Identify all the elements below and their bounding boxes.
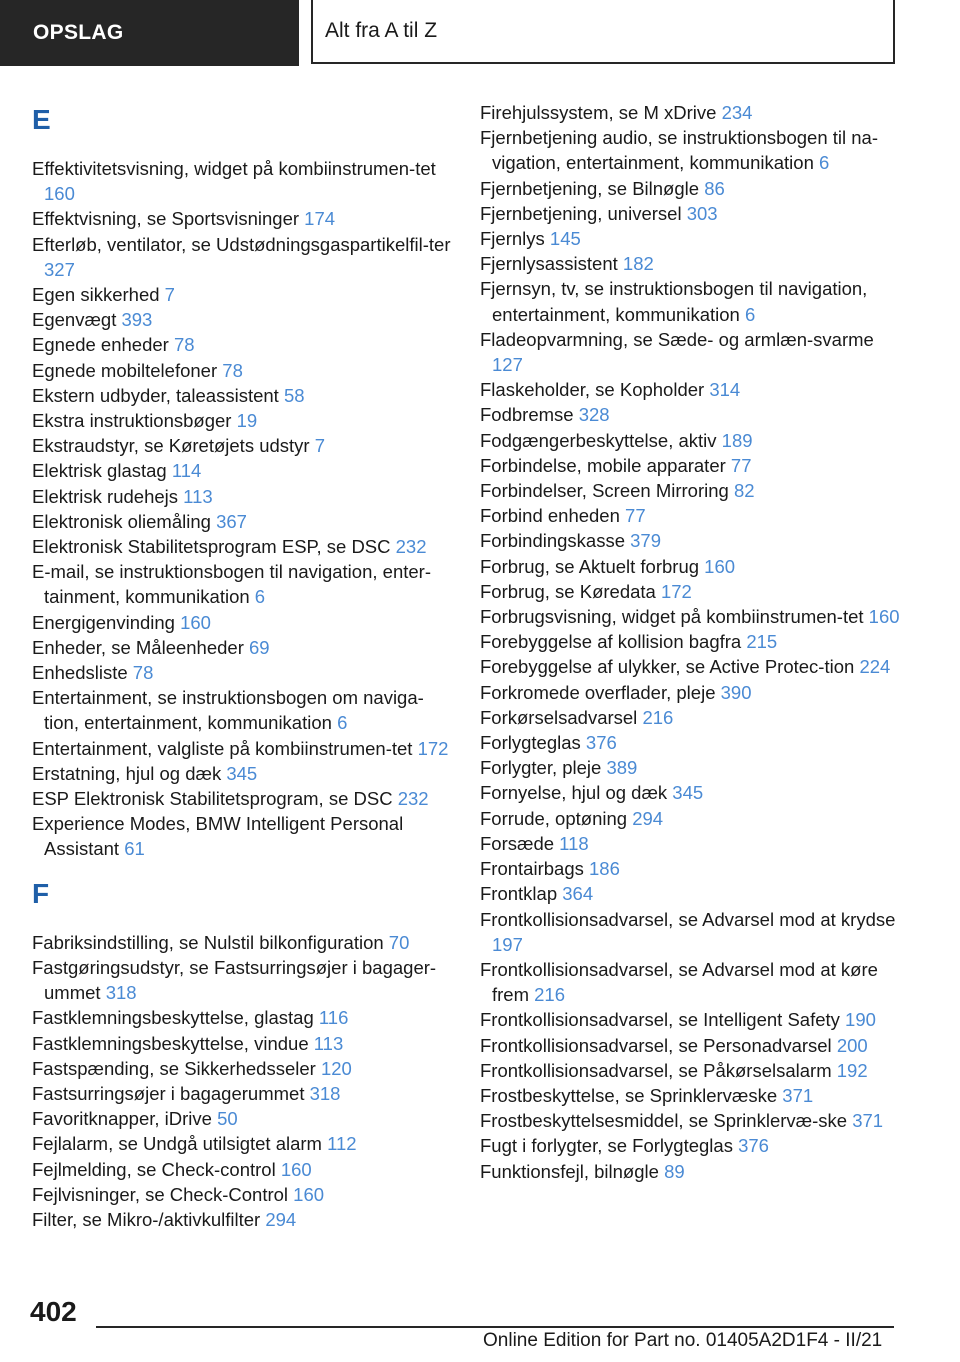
index-entry [480, 1033, 900, 1058]
index-entry-page-link[interactable]: 113 [313, 1032, 344, 1054]
index-entry-term: Frostbeskyttelse, se Sprinklervæske [480, 1084, 783, 1106]
index-entry [32, 458, 452, 483]
index-entry-term: Forbindelser, Screen Mirroring [480, 480, 734, 502]
index-entry-page-link[interactable]: 89 [664, 1160, 685, 1182]
index-entry [32, 332, 452, 357]
footer-divider [96, 1326, 894, 1328]
index-entry-page-link[interactable]: 77 [730, 454, 752, 476]
index-entry-term: Fastspænding, se Sikkerhedsseler [32, 1057, 321, 1079]
index-entry-page-link[interactable]: 314 [709, 379, 741, 401]
index-entry-page-link[interactable]: 345 [226, 762, 258, 784]
index-entry [32, 433, 452, 458]
index-entry-term: Forlygteglas [480, 732, 586, 754]
index-entry-term: Elektronisk oliemåling [32, 510, 217, 532]
index-entry-page-link[interactable]: 120 [320, 1057, 352, 1079]
index-entry-page-link[interactable]: 70 [388, 931, 410, 953]
index-entry-term: Forlygter, pleje [480, 757, 607, 779]
index-entry-page-link[interactable]: 371 [782, 1084, 814, 1106]
index-entry-term: Fornyelse, hjul og dæk [480, 782, 673, 804]
index-entry-term: Fjernbetjening, universel [480, 202, 687, 224]
index-entry [32, 383, 452, 408]
index-entry-term: Egnede enheder [32, 334, 174, 356]
index-column-left [32, 100, 452, 1232]
index-entry-term: Fodgængerbeskyttelse, aktiv [480, 429, 722, 451]
index-entry-page-link[interactable]: 376 [585, 732, 617, 754]
index-entry-page-link[interactable]: 160 [704, 555, 736, 577]
index-entry-page-link[interactable]: 371 [852, 1110, 884, 1132]
index-entry-page-link[interactable]: 327 [44, 258, 75, 280]
index-entry-page-link[interactable]: 160 [180, 611, 211, 633]
index-entry-page-link[interactable]: 189 [721, 429, 753, 451]
index-entry-page-link[interactable]: 6 [744, 303, 756, 325]
index-entry [32, 635, 452, 660]
index-entry [32, 685, 452, 735]
index-entry [32, 307, 452, 332]
index-entry-page-link[interactable]: 112 [327, 1133, 357, 1155]
index-entry-page-link[interactable]: 318 [105, 982, 137, 1004]
index-entry-page-link[interactable]: 86 [704, 177, 725, 199]
index-entry [480, 856, 900, 881]
index-entry-page-link[interactable]: 160 [868, 606, 900, 628]
index-entry [480, 1083, 900, 1108]
index-entry-page-link[interactable]: 160 [44, 183, 75, 205]
index-entry-term: Fladeopvarmning, se Sæde- og armlæn-svarme [480, 328, 874, 350]
index-entry [32, 509, 452, 534]
index-entry [32, 408, 452, 433]
chapter-title: Alt fra A til Z [311, 0, 895, 64]
index-entry [480, 1007, 900, 1032]
index-entry [32, 811, 452, 861]
index-entry [480, 1159, 900, 1184]
index-entry-term: Forbrugsvisning, widget på kombiinstrumen-tet [480, 606, 869, 628]
index-entry-term: Fodbremse [480, 404, 579, 426]
index-entry [480, 503, 900, 528]
index-entry-page-link[interactable]: 224 [859, 656, 891, 678]
index-entry-page-link[interactable]: 82 [733, 480, 755, 502]
index-entry [32, 1207, 452, 1232]
index-entry-page-link[interactable]: 7 [314, 435, 326, 457]
index-entry [32, 610, 452, 635]
index-entry [480, 176, 900, 201]
index-entry-page-link[interactable]: 78 [132, 662, 154, 684]
index-entry-term: Forebyggelse af kollision bagfra [480, 631, 747, 653]
index-entry [32, 282, 452, 307]
index-entry [480, 201, 900, 226]
index-entry-page-link[interactable]: 234 [721, 102, 753, 123]
index-entry-page-link[interactable]: 216 [642, 706, 674, 728]
index-entry-term: Forsæde [480, 832, 560, 854]
index-entry [32, 358, 452, 383]
index-entry-term: Fejlalarm, se Undgå utilsigtet alarm [32, 1133, 328, 1155]
index-entry-term: Egenvægt [32, 309, 122, 331]
index-entry-term: Experience Modes, BMW Intelligent Personal Assistant [32, 813, 404, 860]
index-entry-term: Energigenvinding [32, 611, 181, 633]
index-entry-term: Frontkollisionsadvarsel, se Intelligent Safety [480, 1009, 846, 1031]
index-entry [32, 156, 452, 206]
index-entry-term: Forbrug, se Køredata [480, 580, 661, 602]
index-entry-term: Forbind enheden [480, 505, 626, 527]
index-entry-term: Enheder, se Måleenheder [32, 636, 250, 658]
index-entry-page-link[interactable]: 390 [720, 681, 752, 703]
index-entry [480, 1058, 900, 1083]
index-entry-term: E-mail, se instruktionsbogen til navigation, enter-tainment, kommunikation [32, 561, 431, 608]
index-entry-term: Elektronisk Stabilitetsprogram ESP, se DSC [32, 536, 396, 558]
index-entry-term: Frontkollisionsadvarsel, se Personadvarsel [480, 1034, 837, 1056]
index-entry [480, 806, 900, 831]
index-entry-page-link[interactable]: 379 [630, 530, 662, 552]
index-entry-term: Ekstra instruktionsbøger [32, 410, 237, 432]
index-entry-page-link[interactable]: 376 [738, 1135, 769, 1157]
index-entry-page-link[interactable]: 389 [606, 757, 638, 779]
index-entry [32, 534, 452, 559]
index-entry-term: Frontkollisionsadvarsel, se Advarsel mod at krydse [480, 908, 896, 930]
index-entry-term: Forrude, optøning [480, 807, 633, 829]
index-entry-term: Ekstern udbyder, taleassistent [32, 384, 284, 406]
index-entry-page-link[interactable]: 160 [293, 1183, 325, 1205]
index-entry-term: Elektrisk glastag [32, 460, 172, 482]
index-entry [32, 1106, 452, 1131]
index-entry [480, 276, 900, 326]
index-entry [480, 1133, 900, 1158]
index-entry-term: Erstatning, hjul og dæk [32, 762, 227, 784]
index-entry-page-link[interactable]: 364 [562, 883, 594, 905]
index-entry [480, 125, 900, 175]
index-entry-term: Effektivitetsvisning, widget på kombiinstrumen-tet [32, 158, 436, 179]
index-entry-page-link[interactable]: 182 [622, 253, 654, 275]
index-entry-page-link[interactable]: 50 [217, 1108, 238, 1130]
index-entry-page-link[interactable]: 186 [589, 858, 620, 880]
index-entry-term: Firehjulssystem, se M xDrive [480, 102, 722, 123]
index-entry-page-link[interactable]: 294 [632, 807, 664, 829]
index-entry [480, 730, 900, 755]
index-entry-term: ESP Elektronisk Stabilitetsprogram, se DSC [32, 788, 398, 810]
index-entry-page-link[interactable]: 114 [171, 460, 202, 482]
index-entry [480, 554, 900, 579]
index-entry-term: Efterløb, ventilator, se Udstødningsgaspartikelfil-ter [32, 233, 451, 255]
index-letter-heading: F [32, 877, 50, 909]
index-entry-page-link[interactable]: 145 [549, 228, 581, 250]
index-entry-page-link[interactable]: 318 [309, 1082, 341, 1104]
index-entry-page-link[interactable]: 58 [283, 384, 305, 406]
index-entry-term: Frontairbags [480, 858, 589, 880]
index-entry-term: Fejlvisninger, se Check-Control [32, 1183, 294, 1205]
index-entry-page-link[interactable]: 216 [534, 984, 566, 1006]
index-entry-page-link[interactable]: 118 [559, 832, 589, 854]
index-entry-page-link[interactable]: 6 [337, 712, 348, 734]
index-entry-page-link[interactable]: 69 [249, 636, 270, 658]
index-entry-term: Fjernlys [480, 228, 550, 250]
index-entry-page-link[interactable]: 232 [395, 536, 427, 558]
index-entry [480, 1108, 900, 1133]
index-entry-term: Frontkollisionsadvarsel, se Påkørselsalarm [480, 1059, 837, 1081]
index-entry-term: Fastklemningsbeskyttelse, glastag [32, 1007, 319, 1029]
index-entry [32, 1056, 452, 1081]
index-entry-term: Fastklemningsbeskyttelse, vindue [32, 1032, 314, 1054]
index-entry-page-link[interactable]: 19 [236, 410, 258, 432]
index-entry-page-link[interactable]: 7 [164, 284, 175, 306]
index-entry-term: Egnede mobiltelefoner [32, 359, 223, 381]
index-entry-page-link[interactable]: 77 [625, 505, 646, 527]
index-entry [32, 736, 452, 761]
index-entry [32, 660, 452, 685]
index-entry [32, 232, 452, 282]
index-entry-term: Filter, se Mikro-/aktivkulfilter [32, 1208, 266, 1230]
index-entry [32, 1182, 452, 1207]
index-entry [32, 1031, 452, 1056]
index-entry [480, 579, 900, 604]
index-entry-page-link[interactable]: 200 [836, 1034, 868, 1056]
index-entry [480, 780, 900, 805]
section-tab: OPSLAG [0, 0, 299, 66]
index-entry [480, 654, 900, 679]
index-entry [480, 402, 900, 427]
index-entry [480, 907, 900, 957]
index-entry [480, 226, 900, 251]
index-entry [480, 327, 900, 377]
index-entry-page-link[interactable]: 345 [672, 782, 704, 804]
index-entry-page-link[interactable]: 367 [216, 510, 247, 532]
index-entry-term: Funktionsfejl, bilnøgle [480, 1160, 665, 1182]
index-entry-term: Fabriksindstilling, se Nulstil bilkonfiguration [32, 931, 389, 953]
page-header [0, 0, 960, 66]
index-entry-page-link[interactable]: 197 [492, 933, 523, 955]
index-entry [480, 528, 900, 553]
index-entry [32, 930, 452, 955]
index-entry [32, 559, 452, 609]
index-entry-term: Fjernbetjening, se Bilnøgle [480, 177, 705, 199]
index-entry [32, 955, 452, 1005]
index-entry-page-link[interactable]: 174 [304, 208, 336, 230]
index-entry-term: Enhedsliste [32, 662, 133, 684]
index-entry-term: Forkørselsadvarsel [480, 706, 643, 728]
index-entry-page-link[interactable]: 6 [819, 152, 830, 174]
index-entry-term: Fjernlysassistent [480, 253, 623, 275]
index-entry [480, 377, 900, 402]
index-entry-page-link[interactable]: 78 [222, 359, 243, 381]
index-letter-heading: E [32, 104, 51, 135]
index-entry-page-link[interactable]: 172 [660, 580, 692, 602]
index-entry-page-link[interactable]: 6 [254, 586, 266, 608]
index-entry-term: Favoritknapper, iDrive [32, 1108, 218, 1130]
index-entry [480, 755, 900, 780]
index-entry-page-link[interactable]: 116 [318, 1007, 349, 1029]
footer-edition: Online Edition for Part no. 01405A2D1F4 - II/21 [483, 1330, 883, 1351]
index-entry [480, 478, 900, 503]
index-entry-term: Fjernbetjening audio, se instruktionsbogen til na-vigation, entertainment, kommunikation [480, 127, 878, 174]
index-entry [480, 957, 900, 1007]
index-entry-page-link[interactable]: 303 [686, 202, 718, 224]
index-entry-term: Frontkollisionsadvarsel, se Advarsel mod at køre frem [480, 958, 878, 1006]
index-entry-term: Fastsurringsøjer i bagagerummet [32, 1082, 310, 1104]
index-entry-term: Elektrisk rudehejs [32, 485, 184, 507]
index-entry [480, 428, 900, 453]
index-entry-term: Entertainment, valgliste på kombiinstrumen-tet [32, 737, 418, 759]
index-entry-term: Frostbeskyttelsesmiddel, se Sprinklervæ-ske [480, 1110, 853, 1132]
index-entry-page-link[interactable]: 61 [124, 838, 145, 860]
index-entry [480, 453, 900, 478]
index-entry-page-link[interactable]: 232 [397, 788, 429, 810]
index-entry [32, 1157, 452, 1182]
index-entry-term: Ekstraudstyr, se Køretøjets udstyr [32, 435, 315, 457]
index-entry [32, 761, 452, 786]
index-entry-page-link[interactable]: 190 [845, 1009, 876, 1031]
index-entry-term: Entertainment, se instruktionsbogen om naviga-tion, entertainment, kommunikation [32, 687, 424, 734]
index-entry-term: Forbrug, se Aktuelt forbrug [480, 555, 705, 577]
index-entry [32, 786, 452, 811]
index-entry [480, 680, 900, 705]
index-entry [32, 1081, 452, 1106]
index-entry-page-link[interactable]: 160 [280, 1158, 312, 1180]
index-entry [480, 251, 900, 276]
index-entry-page-link[interactable]: 113 [183, 485, 213, 507]
index-entry [480, 604, 900, 629]
index-entry-term: Forbindingskasse [480, 530, 631, 552]
index-entry-term: Flaskeholder, se Kopholder [480, 379, 710, 401]
index-entry-term: Fjernsyn, tv, se instruktionsbogen til navigation, entertainment, kommunikation [480, 278, 868, 325]
index-entry-term: Frontklap [480, 883, 563, 905]
index-entry-term: Fugt i forlygter, se Forlygteglas [480, 1135, 739, 1157]
index-entry [480, 629, 900, 654]
index-entry [32, 1131, 452, 1156]
index-entry [32, 1005, 452, 1030]
index-entry-term: Forbindelse, mobile apparater [480, 454, 731, 476]
index-entry [480, 100, 900, 125]
index-column-right [480, 100, 900, 1184]
index-entry-term: Egen sikkerhed [32, 284, 165, 306]
index-entry [32, 206, 452, 231]
index-entry-term: Forebyggelse af ulykker, se Active Protec-tion [480, 656, 860, 678]
index-entry-page-link[interactable]: 328 [578, 404, 610, 426]
index-entry-page-link[interactable]: 215 [746, 631, 778, 653]
index-entry-page-link[interactable]: 294 [265, 1208, 297, 1230]
index-entry-page-link[interactable]: 127 [492, 354, 523, 376]
index-entry-page-link[interactable]: 172 [417, 737, 449, 759]
index-entry-page-link[interactable]: 393 [121, 309, 153, 331]
index-entry-term: Forkromede overflader, pleje [480, 681, 721, 703]
index-entry-page-link[interactable]: 78 [173, 334, 195, 356]
index-entry-page-link[interactable]: 192 [836, 1059, 868, 1081]
index-entry [480, 705, 900, 730]
page-number: 402 [30, 1296, 77, 1327]
index-entry [480, 831, 900, 856]
index-entry [32, 484, 452, 509]
index-entry-term: Fastgøringsudstyr, se Fastsurringsøjer i bagager-ummet [32, 956, 437, 1004]
index-entry-term: Effektvisning, se Sportsvisninger [32, 208, 305, 230]
index-entry-term: Fejlmelding, se Check-control [32, 1158, 281, 1180]
index-entry [480, 881, 900, 906]
